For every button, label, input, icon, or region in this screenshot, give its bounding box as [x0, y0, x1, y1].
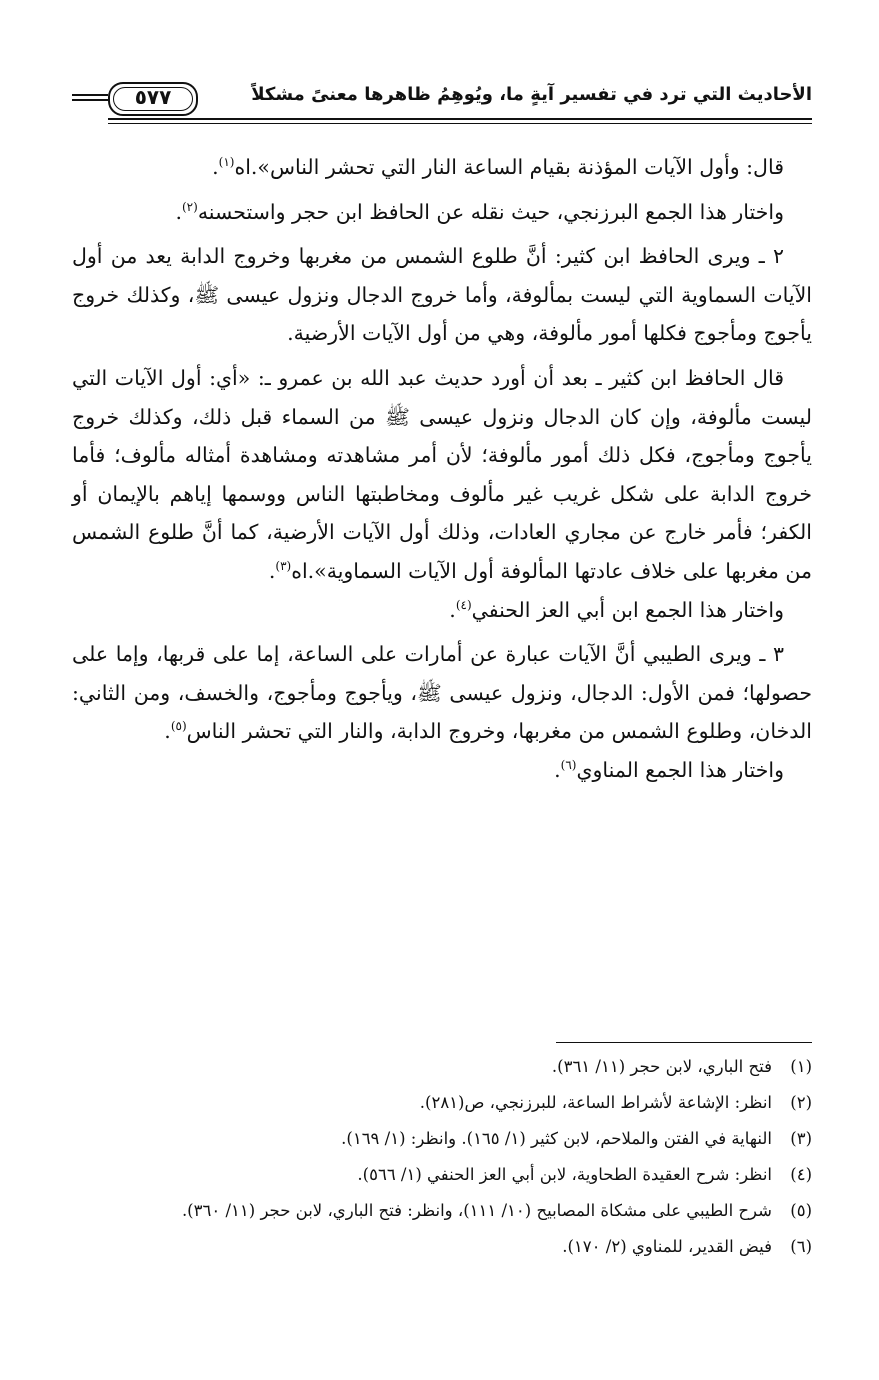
footnote-ref-3: (٣) — [275, 559, 292, 574]
running-title: الأحاديث التي ترد في تفسير آيةٍ ما، ويُوهِمُ ظاهرها معنىً مشكلاً — [251, 84, 812, 105]
footnote-number: (٥) — [790, 1201, 812, 1220]
paragraph-tail: . — [164, 719, 171, 744]
paragraph-tail: . — [175, 199, 182, 224]
footnote-text: النهاية في الفتن والملاحم، لابن كثير (١/ ١٦٥). وانظر: (١/ ١٦٩). — [341, 1129, 772, 1148]
footnote-number: (٦) — [790, 1237, 812, 1256]
paragraph-5 — [72, 591, 812, 630]
footnote-number: (٤) — [790, 1165, 812, 1184]
header-rule-thick — [108, 118, 812, 120]
footnote-3 — [72, 1124, 812, 1154]
footnote-1 — [72, 1052, 812, 1082]
footnote-text: انظر: شرح العقيدة الطحاوية، لابن أبي العز الحنفي (١/ ٥٦٦). — [357, 1165, 772, 1184]
paragraph-text: واختار هذا الجمع البرزنجي، حيث نقله عن الحافظ ابن حجر واستحسنه — [197, 199, 784, 224]
footnote-number: (٣) — [790, 1129, 812, 1148]
paragraph-text: واختار هذا الجمع ابن أبي العز الحنفي — [471, 597, 784, 622]
paragraph-1 — [72, 148, 812, 187]
paragraph-tail: . — [268, 558, 276, 583]
footnote-ref-1: (١) — [218, 155, 235, 170]
footnote-ref-5: (٥) — [170, 719, 187, 734]
paragraph-tail: . — [554, 757, 561, 782]
main-text — [72, 148, 812, 796]
header-rule-left-top — [72, 94, 108, 96]
footnote-5 — [72, 1196, 812, 1226]
paragraph-tail: . — [212, 155, 219, 179]
footnote-separator — [556, 1042, 812, 1043]
footnote-number: (١) — [790, 1057, 812, 1076]
paragraph-7 — [72, 751, 812, 790]
paragraph-text: ٣ ـ ويرى الطيبي أنَّ الآيات عبارة عن أمارات على الساعة، إما على قربها، وإما على حصولها؛ فمن الأول: الدجال، ونزول عيسى ﷺ، ويأجوج ومأجوج، والخسف، ومن الثاني: الدخان، وطلوع الشمس من مغربها، وخروج الدابة، والنار التي تحشر الناس — [72, 642, 812, 744]
footnotes — [72, 1052, 812, 1268]
paragraph-text: واختار هذا الجمع المناوي — [576, 757, 784, 782]
paragraph-6 — [72, 635, 812, 751]
page-header — [72, 78, 812, 128]
paragraph-tail: . — [449, 597, 456, 622]
footnote-text: فتح الباري، لابن حجر (١١/ ٣٦١). — [551, 1057, 772, 1076]
header-rule-thin — [108, 123, 812, 124]
header-rule-left-bottom — [72, 99, 108, 101]
footnote-2 — [72, 1088, 812, 1118]
footnote-text: انظر: الإشاعة لأشراط الساعة، للبرزنجي، ص(٢٨١). — [419, 1093, 772, 1112]
paragraph-text: ٢ ـ ويرى الحافظ ابن كثير: أنَّ طلوع الشمس من مغربها وخروج الدابة يعد من أول الآيات السماوية التي ليست بمألوفة، وأما خروج الدجال ونزول عيسى ﷺ، وكذلك خروج يأجوج ومأجوج فكلها أمور مألوفة، وهي من أول الآيات الأرضية. — [72, 244, 812, 346]
footnote-6 — [72, 1232, 812, 1262]
footnote-ref-4: (٤) — [455, 597, 472, 612]
footnote-number: (٢) — [790, 1093, 812, 1112]
paragraph-text: قال الحافظ ابن كثير ـ بعد أن أورد حديث عبد الله بن عمرو ـ: «أي: أول الآيات التي ليست مألوفة، وإن كان الدجال ونزول عيسى ﷺ من السماء قبل ذلك، وكذلك خروج يأجوج ومأجوج، فكل ذلك أمور مألوفة؛ لأن أمر مشاهدته ومشاهدة أمثاله مألوف؛ فأما خروج الدابة على شكل غريب غير مألوف ومخاطبتها الناس ووسمها إياهم بالإيمان أو الكفر؛ فأمر خارج عن مجاري العادات، وذلك أول الآيات الأرضية، كما أنَّ طلوع الشمس من مغربها على خلاف عادتها المألوفة أول الآيات السماوية».اه — [72, 365, 812, 583]
footnote-ref-2: (٢) — [181, 199, 198, 214]
footnote-text: شرح الطيبي على مشكاة المصابيح (١٠/ ١١١)، وانظر: فتح الباري، لابن حجر (١١/ ٣٦٠). — [181, 1201, 772, 1220]
paragraph-text: قال: وأول الآيات المؤذنة بقيام الساعة النار التي تحشر الناس».اه — [234, 155, 784, 179]
page-number-frame — [108, 82, 198, 116]
paragraph-4 — [72, 359, 812, 591]
page-number: ٥٧٧ — [134, 85, 172, 109]
footnote-text: فيض القدير، للمناوي (٢/ ١٧٠). — [562, 1237, 772, 1256]
paragraph-3 — [72, 237, 812, 353]
footnote-4 — [72, 1160, 812, 1190]
paragraph-2 — [72, 193, 812, 232]
footnote-ref-6: (٦) — [560, 758, 577, 773]
